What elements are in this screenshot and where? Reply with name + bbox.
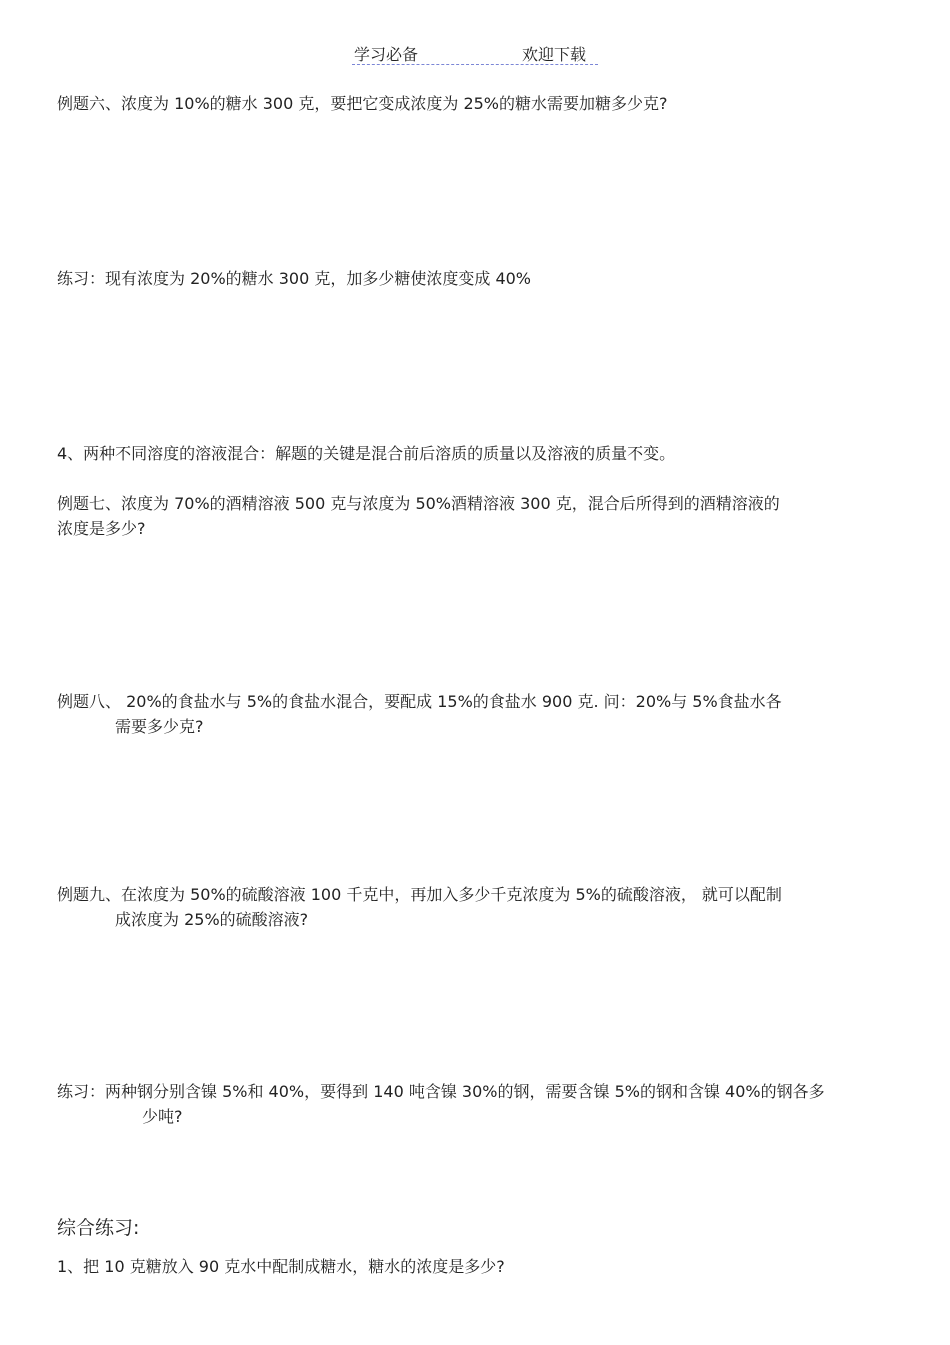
example-9-question-line2: 成浓度为 25%的硫酸溶液? [115, 910, 309, 929]
comprehensive-practice-title: 综合练习: [57, 1217, 140, 1239]
example-7-question-line2: 浓度是多少? [57, 519, 146, 538]
practice-2-question-line2: 少吨? [142, 1107, 183, 1126]
header-left-text: 学习必备 [354, 45, 419, 64]
comprehensive-question-1: 1、把 10 克糖放入 90 克水中配制成糖水，糖水的浓度是多少? [57, 1257, 505, 1276]
practice-1-question: 练习：现有浓度为 20%的糖水 300 克，加多少糖使浓度变成 40% [57, 269, 532, 288]
practice-2-question-line1: 练习：两种钢分别含镍 5%和 40%，要得到 140 吨含镍 30%的钢，需要含镍 5%的钢和含镍 40%的钢各多 [57, 1082, 825, 1101]
example-7-question-line1: 例题七、浓度为 70%的酒精溶液 500 克与浓度为 50%酒精溶液 300 克，混合后所得到的酒精溶液的 [57, 494, 780, 513]
page-header [352, 42, 598, 65]
example-6-question: 例题六、浓度为 10%的糖水 300 克，要把它变成浓度为 25%的糖水需要加糖多少克? [57, 94, 668, 113]
example-9-question-line1: 例题九、在浓度为 50%的硫酸溶液 100 千克中，再加入多少千克浓度为 5%的硫酸溶液， 就可以配制 [57, 885, 782, 904]
topic-4-heading: 4、两种不同溶度的溶液混合：解题的关键是混合前后溶质的质量以及溶液的质量不变。 [57, 444, 676, 463]
example-8-question-line2: 需要多少克? [115, 717, 204, 736]
example-8-question-line1: 例题八、 20%的食盐水与 5%的食盐水混合，要配成 15%的食盐水 900 克. 问：20%与 5%食盐水各 [57, 692, 782, 711]
header-right-text: 欢迎下载 [522, 45, 587, 64]
